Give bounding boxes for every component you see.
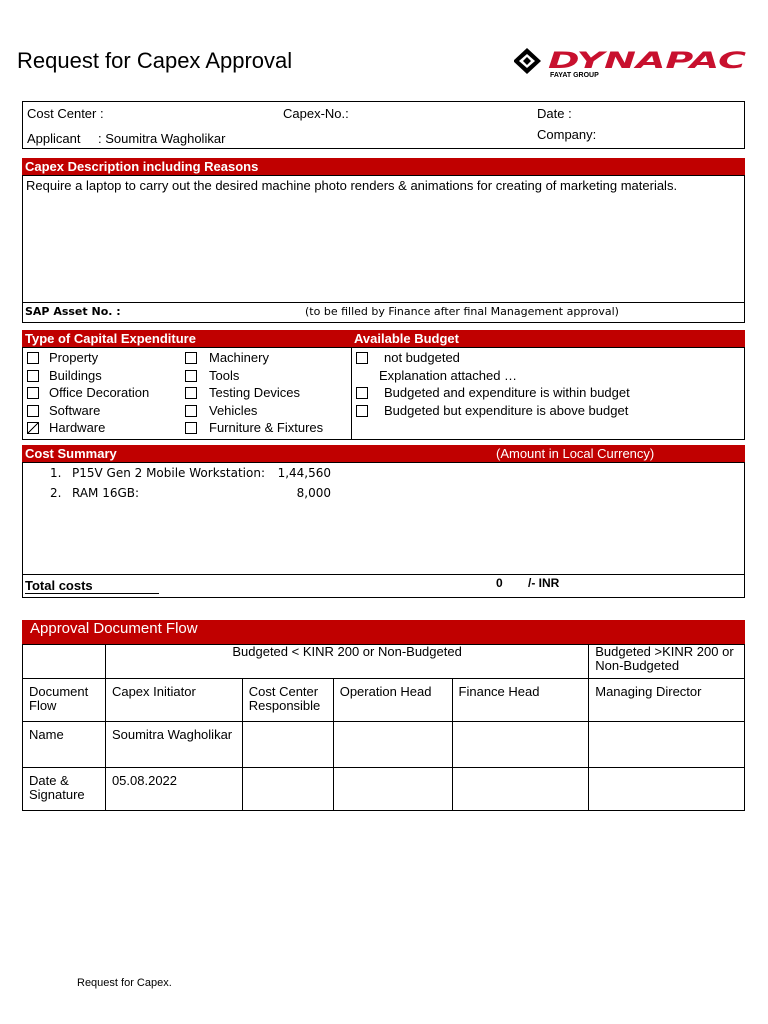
total-divider [23,574,744,575]
checkbox[interactable] [356,405,368,417]
finance-head-label: Finance Head [452,679,589,722]
cost-item-desc: P15V Gen 2 Mobile Workstation: [72,466,265,480]
cost-center-label: Cost Center : [27,106,104,121]
dynapac-logo-icon [514,48,541,74]
table-cell[interactable] [333,722,452,768]
cost-item-amount: 8,000 [296,486,331,500]
currency-note: (Amount in Local Currency) [496,446,655,461]
logo-brand: DYNAPAC [548,49,746,74]
table-cell[interactable] [242,722,333,768]
checkbox-label: Hardware [49,420,106,435]
approval-header: Approval Document Flow [22,620,745,644]
table-cell[interactable] [242,768,333,811]
checkbox-label: Software [49,403,101,418]
checkbox-label: Testing Devices [209,385,301,400]
total-costs-text: Total costs [25,578,93,593]
checkbox-label: Vehicles [209,403,258,418]
sap-note: (to be filled by Finance after final Management approval) [305,305,619,318]
checkbox-label: Budgeted but expenditure is above budget [384,403,629,418]
cost-item-num: 2. [50,486,62,500]
table-row [23,722,745,768]
checkbox[interactable] [185,405,197,417]
cost-item-num: 1. [50,466,62,480]
checkbox[interactable] [27,387,39,399]
checkbox[interactable] [27,352,39,364]
doc-flow-label: Document Flow [23,679,106,722]
table-row [23,679,745,722]
checkbox[interactable] [185,422,197,434]
checkbox-label: Budgeted and expenditure is within budget [384,385,630,400]
description-box [22,175,745,323]
table-cell[interactable] [333,768,452,811]
checkbox-label: Buildings [49,368,102,383]
budget-header: Available Budget [351,330,745,348]
capex-initiator-label: Capex Initiator [105,679,242,722]
checkbox-label: Tools [209,368,240,383]
explanation-text: Explanation attached … [379,368,518,383]
checkbox-label: Property [49,350,99,365]
budgeted-high-cell: Budgeted >KINR 200 or Non-Budgeted [589,645,745,679]
total-costs-label [25,579,159,594]
checkbox-checked[interactable] [27,422,39,434]
checkbox-label: Office Decoration [49,385,150,400]
name-row-label: Name [23,722,106,768]
table-cell[interactable] [452,768,589,811]
cost-item-desc: RAM 16GB: [72,486,140,500]
cost-summary-header [22,445,745,463]
cost-item-amount: 1,44,560 [277,466,331,480]
date-label: Date : [537,106,572,121]
table-row [23,768,745,811]
checkbox-label: not budgeted [384,350,460,365]
description-header: Capex Description including Reasons [22,158,745,176]
table-cell[interactable] [589,768,745,811]
budgeted-low-cell: Budgeted < KINR 200 or Non-Budgeted [105,645,588,679]
checkbox[interactable] [27,370,39,382]
checkbox[interactable] [356,387,368,399]
table-cell[interactable] [452,722,589,768]
page-title: Request for Capex Approval [17,48,293,73]
table-row [23,645,745,679]
table-cell [23,645,106,679]
capex-no-label: Capex-No.: [283,106,349,121]
date-row-label: Date & Signature [23,768,106,811]
cost-summary-box [22,462,745,598]
name-value[interactable]: Soumitra Wagholikar [105,722,242,768]
cost-center-resp-label: Cost Center Responsible [242,679,333,722]
footer-text: Request for Capex. [77,977,172,989]
logo-sub: FAYAT GROUP [550,72,599,79]
description-text: Require a laptop to carry out the desired machine photo renders & animations for creating of marketing materials. [26,178,678,193]
company-label: Company: [537,127,597,142]
managing-director-label: Managing Director [589,679,745,722]
table-cell[interactable] [589,722,745,768]
total-value: 0 [496,576,503,590]
checkbox[interactable] [185,387,197,399]
checkbox[interactable] [356,352,368,364]
checkbox[interactable] [185,370,197,382]
expenditure-box [22,347,745,440]
column-divider [351,348,352,439]
sap-asset-label: SAP Asset No. : [25,305,121,318]
checkbox-label: Furniture & Fixtures [209,420,324,435]
checkbox-label: Machinery [209,350,269,365]
total-unit: /- INR [528,576,560,590]
approval-table [22,644,745,811]
checkbox[interactable] [27,405,39,417]
checkbox[interactable] [185,352,197,364]
sap-divider [23,302,744,303]
expenditure-header: Type of Capital Expenditure [22,330,351,348]
dynapac-logo [514,46,748,80]
cost-summary-title: Cost Summary [25,446,117,461]
applicant-label: Applicant [27,131,81,146]
applicant-value: : Soumitra Wagholikar [98,131,226,146]
operation-head-label: Operation Head [333,679,452,722]
info-box [22,101,745,149]
date-value[interactable]: 05.08.2022 [105,768,242,811]
